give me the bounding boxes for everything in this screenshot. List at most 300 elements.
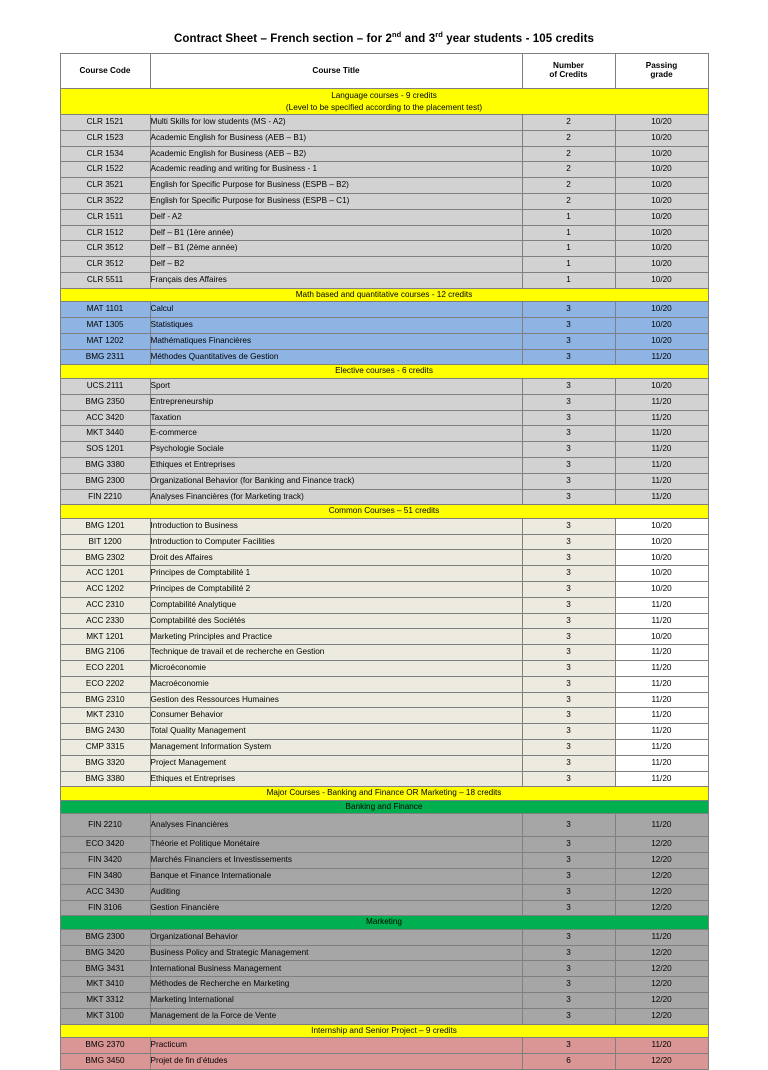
section-banner-label: Marketing <box>60 916 708 930</box>
passing-grade-cell: 11/20 <box>615 645 708 661</box>
table-row <box>60 410 708 426</box>
course-title-cell: Delf – B1 (1ère année) <box>150 225 522 241</box>
passing-grade-cell: 10/20 <box>615 130 708 146</box>
credits-cell: 3 <box>522 518 615 534</box>
passing-grade-cell: 12/20 <box>615 853 708 869</box>
course-title-cell: Management Information System <box>150 739 522 755</box>
course-title-cell: Comptabilité Analytique <box>150 597 522 613</box>
table-row <box>60 225 708 241</box>
table-row <box>60 945 708 961</box>
credits-cell: 1 <box>522 241 615 257</box>
credits-cell: 3 <box>522 349 615 365</box>
passing-grade-cell: 12/20 <box>615 961 708 977</box>
course-title-cell: Taxation <box>150 410 522 426</box>
passing-grade-cell: 12/20 <box>615 837 708 853</box>
section-banner-label: Banking and Finance <box>60 800 708 814</box>
credits-cell: 3 <box>522 550 615 566</box>
passing-grade-cell: 10/20 <box>615 209 708 225</box>
course-code-cell: ACC 1202 <box>60 582 150 598</box>
passing-grade-cell: 10/20 <box>615 378 708 394</box>
course-code-cell: ECO 2202 <box>60 676 150 692</box>
table-row <box>60 613 708 629</box>
course-title-cell: Gestion Financière <box>150 900 522 916</box>
course-title-cell: Statistiques <box>150 318 522 334</box>
credits-cell: 3 <box>522 566 615 582</box>
section-banner-row <box>60 916 708 930</box>
course-code-cell: BMG 2302 <box>60 550 150 566</box>
title-sup-3rd: rd <box>435 30 443 40</box>
course-code-cell: BMG 2370 <box>60 1038 150 1054</box>
table-row <box>60 853 708 869</box>
course-code-cell: BMG 3320 <box>60 755 150 771</box>
passing-grade-cell: 12/20 <box>615 977 708 993</box>
course-title-cell: Business Policy and Strategic Management <box>150 945 522 961</box>
passing-grade-cell: 12/20 <box>615 884 708 900</box>
credits-cell: 3 <box>522 613 615 629</box>
course-title-cell: Consumer Behavior <box>150 708 522 724</box>
credits-cell: 2 <box>522 178 615 194</box>
credits-cell: 3 <box>522 534 615 550</box>
credits-cell: 3 <box>522 473 615 489</box>
course-code-cell: BMG 3380 <box>60 771 150 787</box>
passing-grade-cell: 10/20 <box>615 318 708 334</box>
table-row <box>60 473 708 489</box>
section-banner-row <box>60 1024 708 1038</box>
course-title-cell: Principes de Comptabilité 2 <box>150 582 522 598</box>
course-code-cell: BMG 2310 <box>60 692 150 708</box>
course-title-cell: Introduction to Computer Facilities <box>150 534 522 550</box>
course-title-cell: Microéconomie <box>150 661 522 677</box>
course-title-cell: Principes de Comptabilité 1 <box>150 566 522 582</box>
credits-cell: 1 <box>522 225 615 241</box>
course-title-cell: Marketing Principles and Practice <box>150 629 522 645</box>
table-row <box>60 257 708 273</box>
table-row <box>60 115 708 131</box>
table-row <box>60 394 708 410</box>
course-title-cell: English for Specific Purpose for Business (ESPB – B2) <box>150 178 522 194</box>
credits-cell: 3 <box>522 868 615 884</box>
course-title-cell: Méthodes de Recherche en Marketing <box>150 977 522 993</box>
course-code-cell: BMG 3420 <box>60 945 150 961</box>
credits-cell: 3 <box>522 771 615 787</box>
course-title-cell: Practicum <box>150 1038 522 1054</box>
credits-cell: 3 <box>522 755 615 771</box>
table-row <box>60 814 708 837</box>
table-row <box>60 1053 708 1069</box>
table-row <box>60 708 708 724</box>
course-title-cell: International Business Management <box>150 961 522 977</box>
passing-grade-cell: 12/20 <box>615 868 708 884</box>
course-code-cell: FIN 3480 <box>60 868 150 884</box>
section-banner-row <box>60 800 708 814</box>
course-code-cell: CLR 1521 <box>60 115 150 131</box>
credits-cell: 3 <box>522 457 615 473</box>
passing-grade-cell: 10/20 <box>615 162 708 178</box>
course-title-cell: Total Quality Management <box>150 724 522 740</box>
course-title-cell: Academic English for Business (AEB – B2) <box>150 146 522 162</box>
passing-grade-cell: 10/20 <box>615 302 708 318</box>
course-code-cell: MAT 1101 <box>60 302 150 318</box>
course-code-cell: MKT 3410 <box>60 977 150 993</box>
course-code-cell: SOS 1201 <box>60 442 150 458</box>
course-code-cell: ACC 3420 <box>60 410 150 426</box>
course-title-cell: Project Management <box>150 755 522 771</box>
credits-cell: 3 <box>522 410 615 426</box>
course-code-cell: CLR 3512 <box>60 257 150 273</box>
table-row <box>60 426 708 442</box>
passing-grade-cell: 10/20 <box>615 193 708 209</box>
table-row <box>60 146 708 162</box>
credits-cell: 3 <box>522 945 615 961</box>
course-code-cell: BMG 2430 <box>60 724 150 740</box>
passing-grade-cell: 11/20 <box>615 1038 708 1054</box>
credits-cell: 3 <box>522 1038 615 1054</box>
passing-grade-cell: 11/20 <box>615 349 708 365</box>
course-title-cell: Méthodes Quantitatives de Gestion <box>150 349 522 365</box>
credits-cell: 3 <box>522 692 615 708</box>
course-code-cell: CLR 1522 <box>60 162 150 178</box>
section-banner-row <box>60 89 708 115</box>
course-title-cell: Marketing International <box>150 993 522 1009</box>
course-code-cell: MAT 1305 <box>60 318 150 334</box>
passing-grade-cell: 11/20 <box>615 814 708 837</box>
credits-cell: 3 <box>522 302 615 318</box>
section-banner-label: Elective courses - 6 credits <box>60 365 708 379</box>
credits-cell: 3 <box>522 1008 615 1024</box>
credits-cell: 3 <box>522 724 615 740</box>
course-code-cell: ECO 2201 <box>60 661 150 677</box>
course-code-cell: ACC 3430 <box>60 884 150 900</box>
course-code-cell: FIN 3106 <box>60 900 150 916</box>
course-code-cell: CLR 3522 <box>60 193 150 209</box>
course-code-cell: CLR 3521 <box>60 178 150 194</box>
contract-sheet-table <box>60 53 709 1070</box>
course-code-cell: ECO 3420 <box>60 837 150 853</box>
course-code-cell: CLR 3512 <box>60 241 150 257</box>
course-code-cell: MKT 3100 <box>60 1008 150 1024</box>
table-body <box>60 89 708 1070</box>
table-row <box>60 318 708 334</box>
table-row <box>60 884 708 900</box>
course-title-cell: Ethiques et Entreprises <box>150 771 522 787</box>
passing-grade-cell: 10/20 <box>615 534 708 550</box>
table-row <box>60 534 708 550</box>
title-text-before: Contract Sheet – French section – for 2 <box>174 33 392 45</box>
passing-grade-cell: 12/20 <box>615 945 708 961</box>
table-row <box>60 977 708 993</box>
course-title-cell: Delf – B2 <box>150 257 522 273</box>
course-title-cell: Multi Skills for low students (MS - A2) <box>150 115 522 131</box>
credits-cell: 3 <box>522 837 615 853</box>
table-row <box>60 162 708 178</box>
header-number-of-credits <box>522 54 615 89</box>
course-code-cell: CLR 1512 <box>60 225 150 241</box>
credits-cell: 2 <box>522 193 615 209</box>
course-title-cell: Sport <box>150 378 522 394</box>
header-credits-line2: of Credits <box>549 70 588 79</box>
course-code-cell: BMG 3450 <box>60 1053 150 1069</box>
table-row <box>60 489 708 505</box>
section-banner-label: Internship and Senior Project – 9 credits <box>60 1024 708 1038</box>
table-row <box>60 868 708 884</box>
course-code-cell: FIN 2210 <box>60 489 150 505</box>
passing-grade-cell: 10/20 <box>615 257 708 273</box>
passing-grade-cell: 12/20 <box>615 993 708 1009</box>
course-code-cell: MKT 3312 <box>60 993 150 1009</box>
course-title-cell: Calcul <box>150 302 522 318</box>
credits-cell: 3 <box>522 645 615 661</box>
passing-grade-cell: 10/20 <box>615 272 708 288</box>
credits-cell: 3 <box>522 378 615 394</box>
table-row <box>60 900 708 916</box>
table-row <box>60 130 708 146</box>
table-row <box>60 929 708 945</box>
credits-cell: 3 <box>522 814 615 837</box>
credits-cell: 3 <box>522 582 615 598</box>
section-banner-row <box>60 288 708 302</box>
passing-grade-cell: 12/20 <box>615 1008 708 1024</box>
table-row <box>60 724 708 740</box>
passing-grade-cell: 11/20 <box>615 771 708 787</box>
section-banner-row <box>60 365 708 379</box>
credits-cell: 3 <box>522 629 615 645</box>
table-row <box>60 645 708 661</box>
credits-cell: 2 <box>522 130 615 146</box>
credits-cell: 3 <box>522 394 615 410</box>
table-row <box>60 272 708 288</box>
credits-cell: 3 <box>522 853 615 869</box>
table-row <box>60 739 708 755</box>
header-course-title: Course Title <box>150 54 522 89</box>
course-code-cell: BMG 2106 <box>60 645 150 661</box>
passing-grade-cell: 10/20 <box>615 241 708 257</box>
passing-grade-cell: 11/20 <box>615 708 708 724</box>
course-title-cell: Entrepreneurship <box>150 394 522 410</box>
credits-cell: 2 <box>522 115 615 131</box>
credits-cell: 1 <box>522 272 615 288</box>
passing-grade-cell: 10/20 <box>615 582 708 598</box>
course-title-cell: Français des Affaires <box>150 272 522 288</box>
table-row <box>60 1038 708 1054</box>
passing-grade-cell: 11/20 <box>615 457 708 473</box>
header-passing-line1: Passing <box>645 61 678 71</box>
course-code-cell: BMG 2300 <box>60 473 150 489</box>
passing-grade-cell: 11/20 <box>615 597 708 613</box>
section-banner-row <box>60 787 708 801</box>
course-title-cell: Academic reading and writing for Business - 1 <box>150 162 522 178</box>
credits-cell: 3 <box>522 661 615 677</box>
passing-grade-cell: 10/20 <box>615 550 708 566</box>
passing-grade-cell: 11/20 <box>615 410 708 426</box>
section-banner-subtitle: (Level to be specified according to the placement test) <box>285 102 483 112</box>
course-code-cell: MKT 3440 <box>60 426 150 442</box>
title-sup-2nd: nd <box>391 30 402 40</box>
course-title-cell: Technique de travail et de recherche en Gestion <box>150 645 522 661</box>
course-title-cell: Marchés Financiers et Investissements <box>150 853 522 869</box>
credits-cell: 3 <box>522 489 615 505</box>
course-code-cell: ACC 2310 <box>60 597 150 613</box>
passing-grade-cell: 11/20 <box>615 661 708 677</box>
course-title-cell: Banque et Finance Internationale <box>150 868 522 884</box>
table-row <box>60 993 708 1009</box>
title-text-after: year students - 105 credits <box>442 33 594 45</box>
credits-cell: 3 <box>522 426 615 442</box>
passing-grade-cell: 11/20 <box>615 692 708 708</box>
course-code-cell: BMG 2350 <box>60 394 150 410</box>
course-title-cell: English for Specific Purpose for Business (ESPB – C1) <box>150 193 522 209</box>
table-row <box>60 241 708 257</box>
credits-cell: 3 <box>522 739 615 755</box>
table-row <box>60 676 708 692</box>
passing-grade-cell: 11/20 <box>615 394 708 410</box>
table-row <box>60 178 708 194</box>
course-title-cell: Academic English for Business (AEB – B1) <box>150 130 522 146</box>
credits-cell: 1 <box>522 257 615 273</box>
passing-grade-cell: 12/20 <box>615 900 708 916</box>
table-row <box>60 302 708 318</box>
passing-grade-cell: 11/20 <box>615 929 708 945</box>
course-title-cell: Ethiques et Entreprises <box>150 457 522 473</box>
credits-cell: 3 <box>522 597 615 613</box>
table-row <box>60 378 708 394</box>
course-code-cell: CLR 1523 <box>60 130 150 146</box>
section-banner-label: Common Courses – 51 credits <box>60 505 708 519</box>
course-title-cell: Comptabilité des Sociétés <box>150 613 522 629</box>
credits-cell: 6 <box>522 1053 615 1069</box>
credits-cell: 3 <box>522 442 615 458</box>
course-title-cell: Auditing <box>150 884 522 900</box>
table-row <box>60 692 708 708</box>
course-code-cell: ACC 2330 <box>60 613 150 629</box>
header-passing-line2: grade <box>650 70 673 79</box>
course-code-cell: BMG 3380 <box>60 457 150 473</box>
course-code-cell: BMG 2311 <box>60 349 150 365</box>
passing-grade-cell: 11/20 <box>615 739 708 755</box>
credits-cell: 3 <box>522 900 615 916</box>
passing-grade-cell: 11/20 <box>615 613 708 629</box>
passing-grade-cell: 11/20 <box>615 755 708 771</box>
course-code-cell: FIN 2210 <box>60 814 150 837</box>
course-title-cell: Projet de fin d’études <box>150 1053 522 1069</box>
course-code-cell: CLR 1511 <box>60 209 150 225</box>
course-code-cell: BMG 3431 <box>60 961 150 977</box>
passing-grade-cell: 10/20 <box>615 629 708 645</box>
table-row <box>60 755 708 771</box>
course-code-cell: CLR 5511 <box>60 272 150 288</box>
course-code-cell: UCS.2111 <box>60 378 150 394</box>
course-code-cell: MKT 1201 <box>60 629 150 645</box>
course-title-cell: Théorie et Politique Monétaire <box>150 837 522 853</box>
course-code-cell: FIN 3420 <box>60 853 150 869</box>
course-title-cell: Delf - A2 <box>150 209 522 225</box>
course-title-cell: Management de la Force de Vente <box>150 1008 522 1024</box>
table-header-row <box>60 54 708 89</box>
passing-grade-cell: 10/20 <box>615 225 708 241</box>
credits-cell: 3 <box>522 993 615 1009</box>
table-row <box>60 209 708 225</box>
passing-grade-cell: 10/20 <box>615 333 708 349</box>
table-row <box>60 771 708 787</box>
credits-cell: 3 <box>522 929 615 945</box>
course-code-cell: MAT 1202 <box>60 333 150 349</box>
passing-grade-cell: 11/20 <box>615 426 708 442</box>
course-title-cell: Organizational Behavior <box>150 929 522 945</box>
header-credits-line1: Number <box>553 61 584 71</box>
course-title-cell: Delf – B1 (2ème année) <box>150 241 522 257</box>
passing-grade-cell: 10/20 <box>615 518 708 534</box>
table-row <box>60 193 708 209</box>
credits-cell: 3 <box>522 318 615 334</box>
passing-grade-cell: 10/20 <box>615 566 708 582</box>
credits-cell: 3 <box>522 676 615 692</box>
credits-cell: 3 <box>522 708 615 724</box>
credits-cell: 1 <box>522 209 615 225</box>
course-title-cell: Analyses Financières <box>150 814 522 837</box>
table-row <box>60 442 708 458</box>
passing-grade-cell: 10/20 <box>615 178 708 194</box>
credits-cell: 3 <box>522 961 615 977</box>
table-row <box>60 629 708 645</box>
table-row <box>60 333 708 349</box>
course-code-cell: ACC 1201 <box>60 566 150 582</box>
passing-grade-cell: 10/20 <box>615 146 708 162</box>
passing-grade-cell: 11/20 <box>615 442 708 458</box>
course-title-cell: Gestion des Ressources Humaines <box>150 692 522 708</box>
table-row <box>60 566 708 582</box>
course-code-cell: BMG 1201 <box>60 518 150 534</box>
passing-grade-cell: 11/20 <box>615 489 708 505</box>
table-row <box>60 550 708 566</box>
table-row <box>60 597 708 613</box>
header-course-code: Course Code <box>60 54 150 89</box>
course-title-cell: Analyses Financières (for Marketing track) <box>150 489 522 505</box>
section-banner-label: Language courses - 9 credits (Level to be specified according to the placement test) <box>60 89 708 115</box>
table-row <box>60 582 708 598</box>
table-row <box>60 518 708 534</box>
course-title-cell: E-commerce <box>150 426 522 442</box>
passing-grade-cell: 12/20 <box>615 1053 708 1069</box>
passing-grade-cell: 11/20 <box>615 473 708 489</box>
course-title-cell: Organizational Behavior (for Banking and Finance track) <box>150 473 522 489</box>
credits-cell: 3 <box>522 977 615 993</box>
course-title-cell: Introduction to Business <box>150 518 522 534</box>
course-code-cell: BMG 2300 <box>60 929 150 945</box>
course-title-cell: Mathématiques Financières <box>150 333 522 349</box>
passing-grade-cell: 11/20 <box>615 724 708 740</box>
credits-cell: 3 <box>522 333 615 349</box>
course-title-cell: Droit des Affaires <box>150 550 522 566</box>
table-row <box>60 961 708 977</box>
passing-grade-cell: 11/20 <box>615 676 708 692</box>
credits-cell: 2 <box>522 162 615 178</box>
header-passing-grade <box>615 54 708 89</box>
section-banner-label: Math based and quantitative courses - 12 credits <box>60 288 708 302</box>
course-code-cell: CMP 3315 <box>60 739 150 755</box>
course-code-cell: BIT 1200 <box>60 534 150 550</box>
title-text-mid: and 3 <box>401 33 436 45</box>
credits-cell: 2 <box>522 146 615 162</box>
course-code-cell: MKT 2310 <box>60 708 150 724</box>
table-row <box>60 661 708 677</box>
section-banner-label: Major Courses - Banking and Finance OR Marketing – 18 credits <box>60 787 708 801</box>
section-banner-row <box>60 505 708 519</box>
course-code-cell: CLR 1534 <box>60 146 150 162</box>
table-row <box>60 837 708 853</box>
table-row <box>60 1008 708 1024</box>
table-row <box>60 349 708 365</box>
course-title-cell: Psychologie Sociale <box>150 442 522 458</box>
course-title-cell: Macroéconomie <box>150 676 522 692</box>
